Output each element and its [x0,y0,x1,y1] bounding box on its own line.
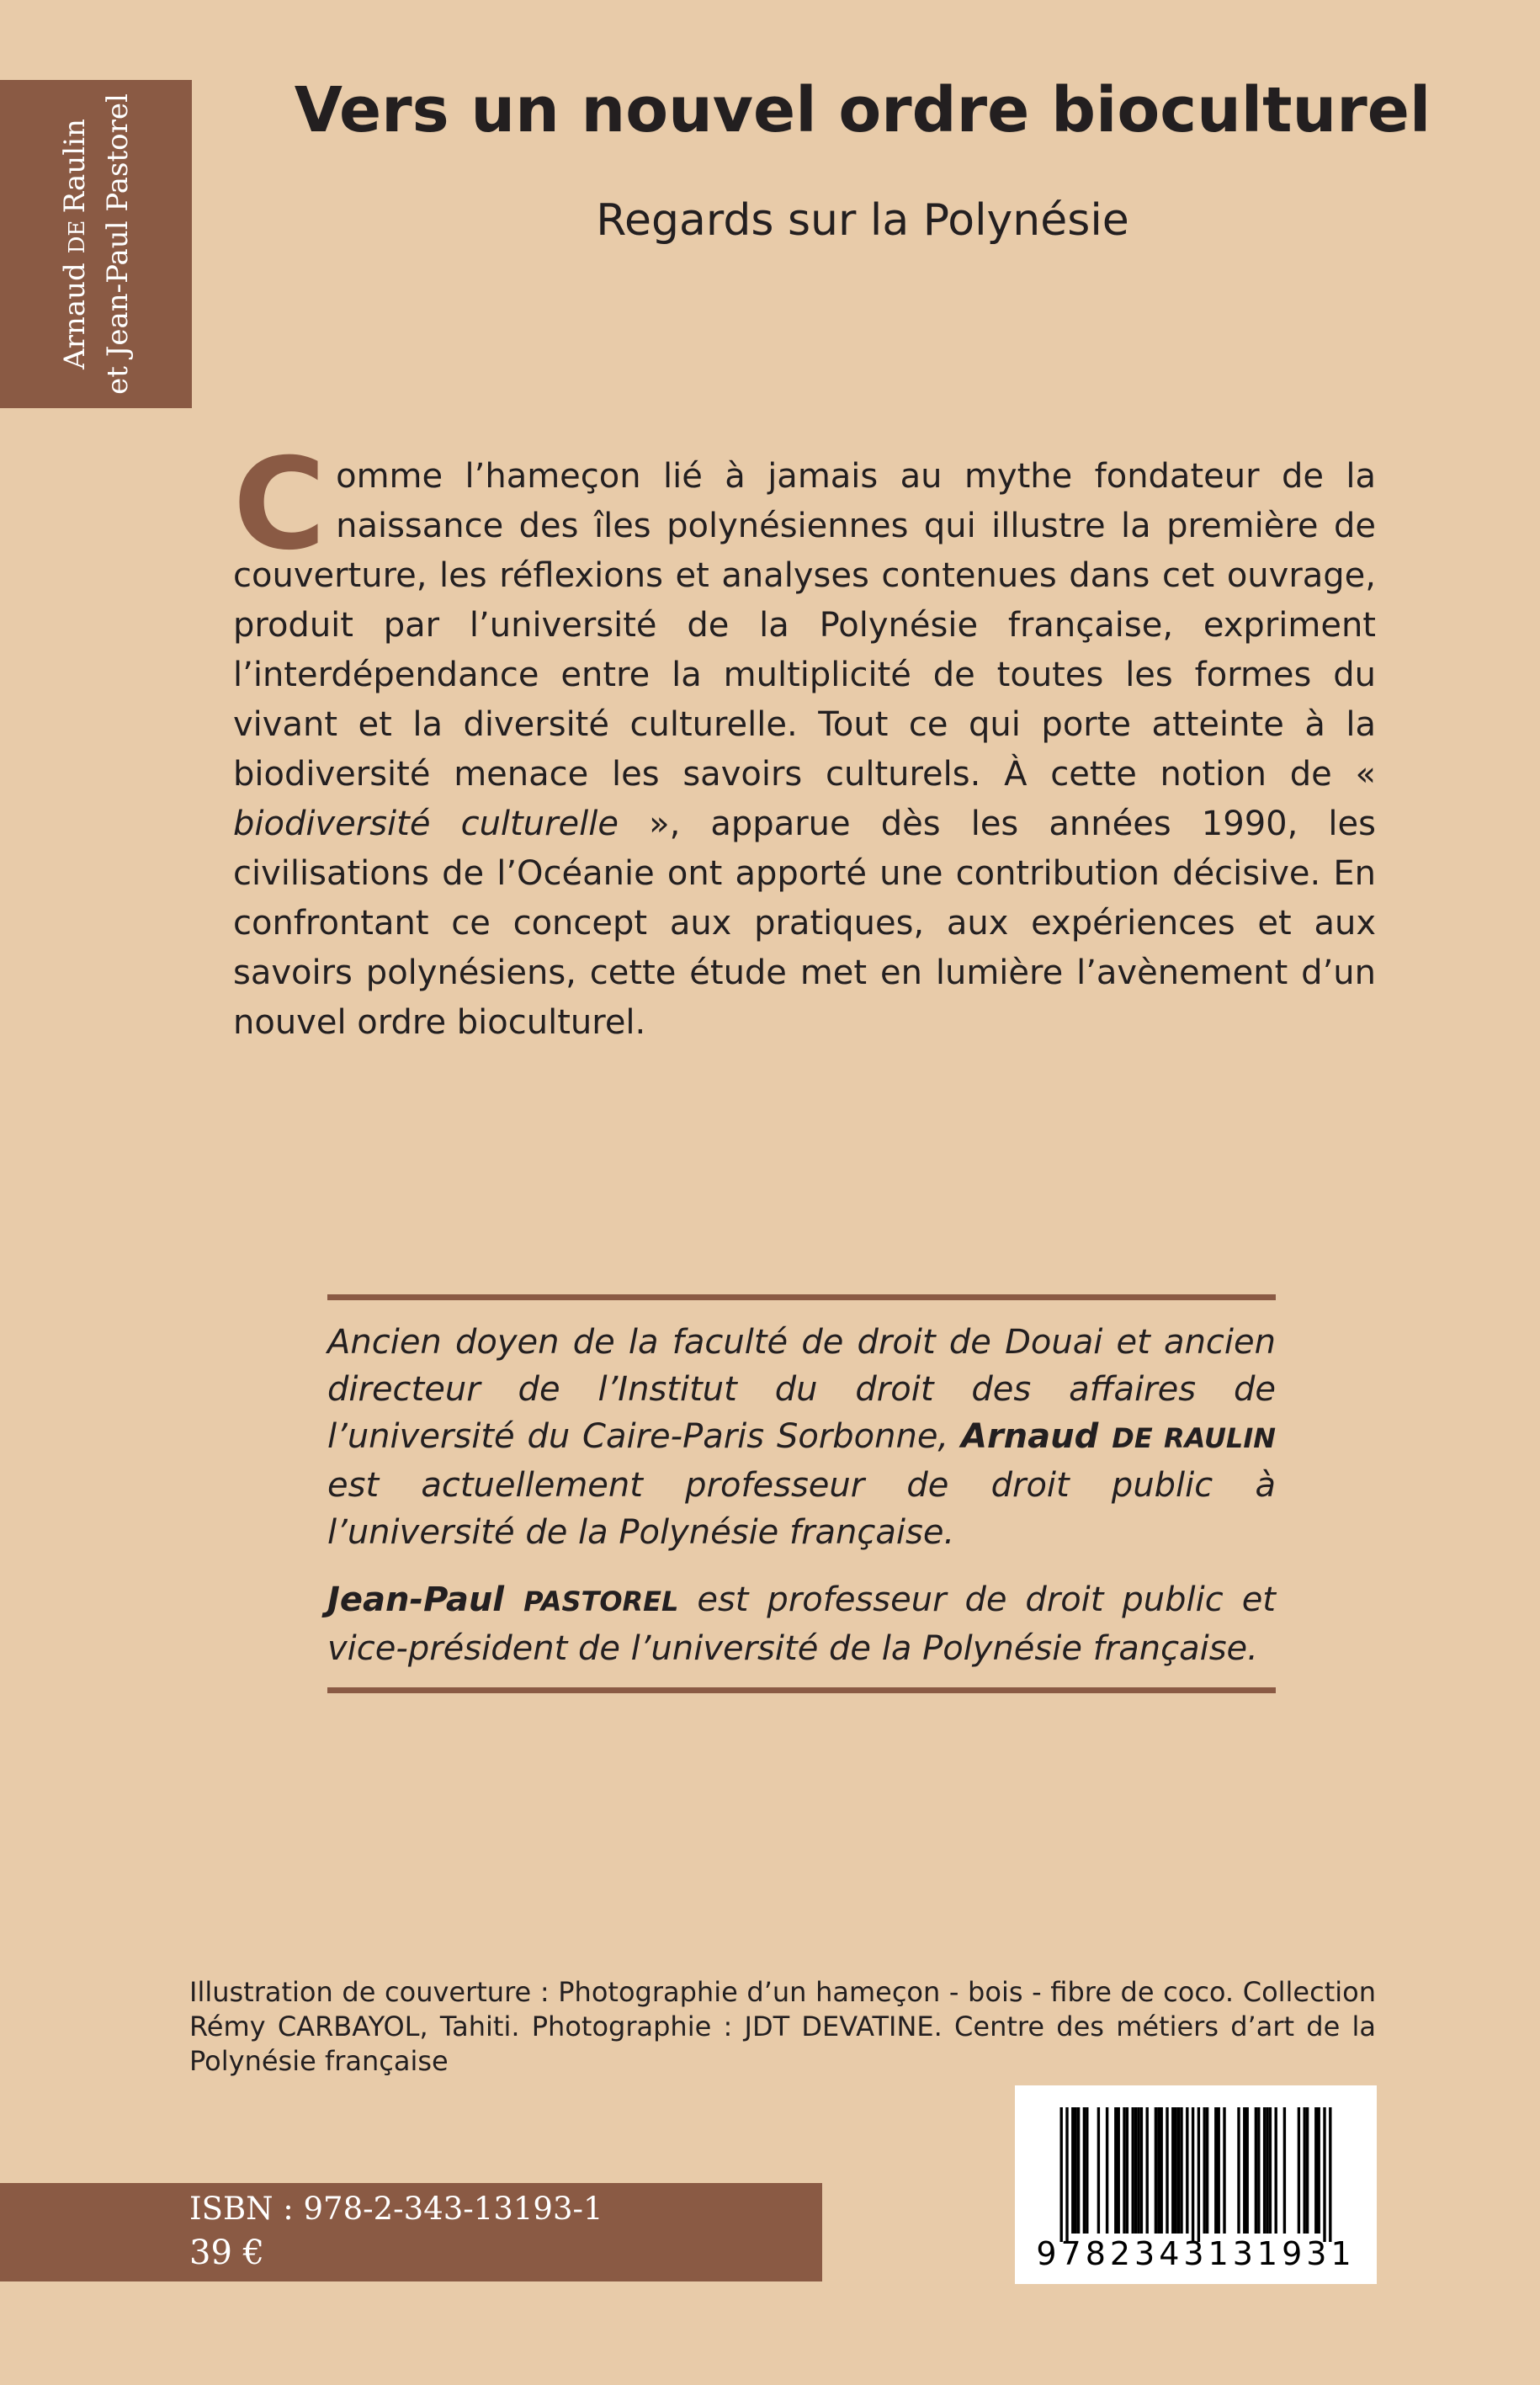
barcode-bar [1275,2107,1277,2234]
barcode-bar [1106,2107,1108,2234]
barcode-bar [1114,2107,1117,2234]
barcode-bar [1171,2107,1174,2234]
barcode-bar [1237,2107,1240,2234]
barcode-digits: 9782343131931 [1036,2235,1356,2272]
barcode-bar [1137,2107,1139,2234]
barcode-bar [1314,2107,1317,2234]
barcode-bar [1118,2107,1120,2234]
barcode-bar [1180,2107,1182,2234]
barcode-bar [1266,2107,1268,2234]
barcode-bar [1071,2107,1074,2234]
spine-author-1: Arnaud DE Raulin [57,119,92,369]
barcode-bar [1186,2107,1188,2234]
barcode-bar [1306,2107,1309,2234]
drop-cap: C [233,432,327,578]
barcode-bar [1126,2107,1128,2234]
barcode-bar [1132,2107,1134,2234]
barcode-bar [1214,2107,1217,2234]
barcode-bar [1197,2107,1200,2242]
barcode-bar [1083,2107,1086,2234]
bio-pastorel: Jean-Paul PASTOREL est professeur de droit public et vice-président de l’université de la Polynésie française. [327,1580,1276,1668]
barcode-bar [1203,2107,1206,2234]
barcode-bar [1175,2107,1177,2234]
barcode-bar [1060,2107,1063,2242]
barcode-bar [1263,2107,1266,2234]
price: 39 € [189,2234,265,2272]
barcode-bar [1269,2107,1272,2234]
barcode-bar [1246,2107,1249,2234]
barcode-bar [1218,2107,1220,2234]
isbn: ISBN : 978-2-343-13193-1 [189,2191,603,2227]
author-name-pastorel: Jean-Paul PASTOREL [327,1580,679,1619]
cover-illustration-credit: Illustration de couverture : Photographie d’un hameçon - bois - fibre de coco. Collection Rémy CARBAYOL, Tahiti. Photographie : JDT DEVATINE. Centre des métiers d’art de la Polynésie française [189,1976,1376,2077]
barcode-bar [1097,2107,1100,2234]
barcode-bar [1318,2107,1320,2234]
barcode-bar [1077,2107,1080,2234]
barcode-bar [1155,2107,1157,2234]
barcode-bar [1298,2107,1300,2234]
barcode-bar [1146,2107,1149,2234]
barcode-bar [1206,2107,1208,2234]
barcode-bar [1086,2107,1088,2234]
barcode-bar [1329,2107,1331,2242]
barcode-bar [1257,2107,1260,2234]
back-cover-blurb: Comme l’hameçon lié à jamais au mythe fondateur de la naissance des îles polynésiennes qui illustre la première de couverture, les réflexions et analyses contenues dans cet ouvrage, produit par l’université de la Polynésie française, expriment l’interdépendance entre la multiplicité de toutes les formes du vivant et la diversité culturelle. Tout ce qui porte atteinte à la biodiversité menace les savoirs culturels. À cette notion de « biodiversité culturelle », apparue dès les années 1990, les civilisations de l’Océanie ont apporté une contribution décisive. En confrontant ce concept aux pratiques, aux expériences et aux savoirs polynésiens, cette étude met en lumière l’avènement d’un nouvel ordre bioculturel. [233,432,1376,1042]
barcode-bar [1160,2107,1163,2234]
spine-author-2: et Jean-Paul Pastorel [100,93,135,395]
barcode-bar [1166,2107,1168,2234]
author-name-raulin: Arnaud DE RAULIN [960,1417,1277,1456]
book-subtitle: Regards sur la Polynésie [596,195,1129,246]
barcode-bar [1192,2107,1194,2242]
barcode-bar [1223,2107,1225,2234]
barcode-bar [1140,2107,1143,2234]
barcode-bar [1304,2107,1306,2234]
barcode-bar [1134,2107,1137,2234]
spine-authors [3,84,189,404]
spine-author-1-last: Raulin [57,119,92,214]
barcode-bar [1065,2107,1068,2242]
barcode-bar [1177,2107,1180,2234]
barcode-bar [1283,2107,1286,2234]
barcode-bar [1075,2107,1077,2234]
barcode-bar [1323,2107,1325,2242]
barcode-bar [1255,2107,1257,2234]
author-bio-box [327,1294,1276,1693]
barcode-bar [1243,2107,1245,2234]
book-title: Vers un nouvel ordre bioculturel [294,74,1431,146]
barcode-bar [1123,2107,1125,2234]
bio-raulin: Ancien doyen de la faculté de droit de Douai et ancien directeur de l’Institut du droit des affaires de l’université du Caire-Paris Sorbonne, Arnaud DE RAULIN est actuellement professeur de droit public à l’université de la Polynésie française. [327,1323,1277,1552]
barcode [1015,2085,1377,2284]
barcode-bar [1157,2107,1160,2234]
